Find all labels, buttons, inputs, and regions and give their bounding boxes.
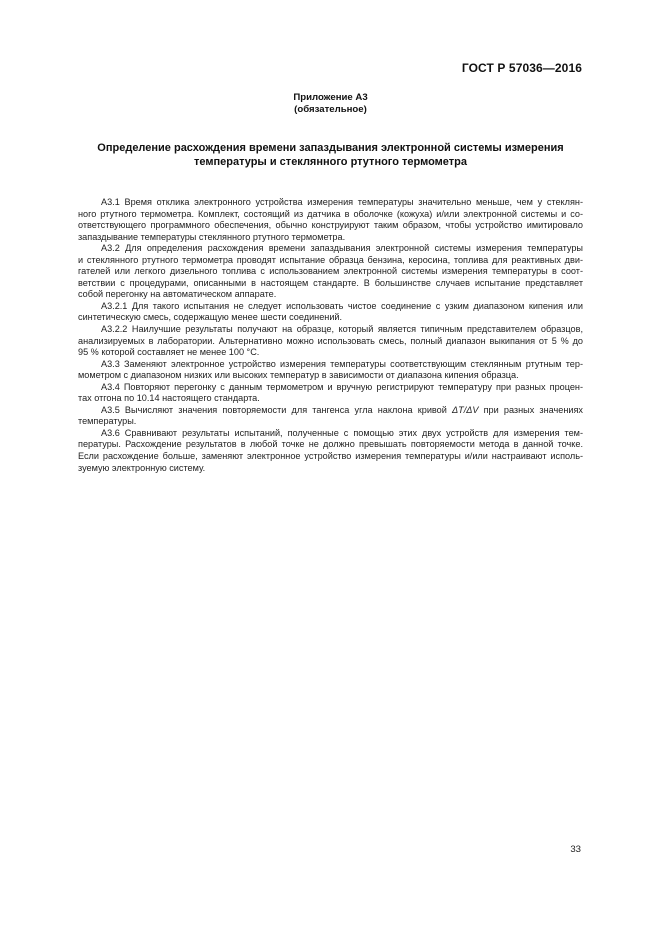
annex-status: (обязательное)	[294, 103, 367, 115]
paragraph-a3-1	[78, 197, 583, 243]
paragraph-a3-5	[78, 405, 583, 428]
text-line: А3.6 Сравнивают результаты испытаний, полученные с помощью этих двух устройств для измерения тем-	[101, 427, 583, 438]
text-line: А3.3 Заменяют электронное устройство измерения температуры соответствующим стеклянным ртутным тер-	[101, 358, 583, 369]
text-line: мометром с диапазоном низких или высоких температур в зависимости от диапазона кипения образца.	[78, 370, 519, 381]
paragraph-a3-3	[78, 359, 583, 382]
annex-label: Приложение А3	[293, 92, 368, 103]
text-line: синтетическую смесь, содержащую менее шести соединений.	[78, 312, 343, 323]
text-line: А3.1 Время отклика электронного устройства измерения температуры значительно меньше, чем у стеклян-	[101, 197, 583, 207]
text-line: 95 % которой составляет не менее 100 °С.	[78, 347, 260, 358]
paragraph-a3-2-1	[78, 301, 583, 324]
page-number: 33	[570, 844, 581, 855]
text-line: и стеклянного ртутного термометра проводят испытание образца бензина, керосина, топлива для реактивных дви-	[78, 254, 583, 265]
text-line: ответствующего программного обеспечения, обычно конструируют таким образом, чтобы устройство имитировало	[78, 220, 583, 231]
standard-code: ГОСТ Р 57036—2016	[461, 61, 582, 75]
paragraph-a3-2-2	[78, 324, 583, 359]
text-line: гателей или легкого дизельного топлива с использованием электронной системы измерения температуры в соот-	[78, 266, 583, 277]
formula-delta-t-delta-v: ΔT/ΔV	[452, 404, 479, 415]
text-line: запаздывание температуры стеклянного ртутного термометра.	[78, 231, 346, 242]
text-line: тах отгона по 10.14 настоящего стандарта.	[78, 393, 260, 404]
text-line	[78, 405, 583, 417]
paragraph-a3-6	[78, 428, 583, 474]
text-line: Если расхождение больше, заменяют электронное устройство измерения температуры и/или настраивают исполь-	[78, 451, 583, 462]
text-line: А3.2.1 Для такого испытания не следует использовать чистое соединение с узким диапазоном кипения или	[101, 300, 583, 311]
annex-title-line: Определение расхождения времени запаздывания электронной системы измерения	[97, 142, 564, 154]
text-line: А3.4 Повторяют перегонку с данным термометром и вручную регистрируют температуру при разных процен-	[101, 381, 583, 392]
text-line: анализируемых в лаборатории. Альтернативно можно использовать смесь, полный диапазон выкипания от 5 % до	[78, 335, 583, 346]
text-line: собой перегонку на автоматическом аппарате.	[78, 289, 277, 300]
annex-title	[60, 142, 601, 169]
text-line: А3.2.2 Наилучшие результаты получают на образце, который является типичным представителем образцов,	[101, 324, 583, 335]
text-line: температуры.	[78, 416, 137, 427]
text-line: ного ртутного термометра. Комплект, состоящий из датчика в оболочке (кожуха) и/или электронной системы и со-	[78, 208, 583, 219]
annex-heading	[0, 92, 661, 115]
paragraph-a3-2	[78, 243, 583, 301]
text-segment: А3.5 Вычисляют значения повторяемости для тангенса угла наклона кривой	[101, 404, 452, 415]
text-line: зуемую электронную систему.	[78, 462, 206, 473]
text-line: пературы. Расхождение результатов в любой точке не должно превышать повторяемости метода в данной точке.	[78, 439, 583, 450]
paragraph-a3-4	[78, 382, 583, 405]
annex-body	[78, 197, 583, 474]
annex-title-line: температуры и стеклянного ртутного термометра	[193, 155, 468, 168]
text-line: А3.2 Для определения расхождения времени запаздывания электронной системы измерения температуры	[101, 243, 583, 254]
text-line: ветствии с процедурами, описанными в настоящем стандарте. В большинстве случаев испытание представляет	[78, 277, 583, 288]
text-segment: при разных значениях	[478, 404, 583, 415]
